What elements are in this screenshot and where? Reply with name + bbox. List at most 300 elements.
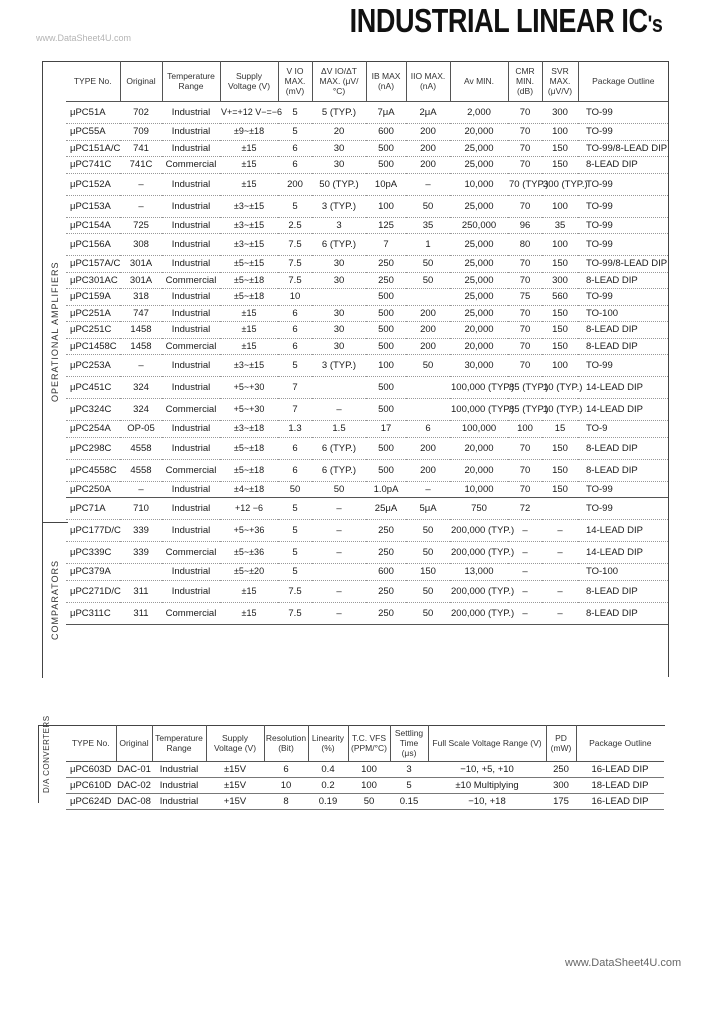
op-amp-cell: 3 (TYP.) [312, 355, 366, 377]
da-header-cell: Supply Voltage (V) [206, 725, 264, 762]
op-amp-cell: 20,000 [450, 459, 508, 481]
op-amp-cell: Industrial [162, 481, 220, 498]
op-amp-cell: 300 [542, 272, 578, 289]
op-amp-cell: 300 [542, 102, 578, 124]
op-amp-cell: 70 (TYP.) [508, 173, 542, 195]
op-amp-cell: +12 −6 [220, 498, 278, 520]
op-amp-cell: 741 [120, 140, 162, 157]
op-amp-cell: 150 [542, 322, 578, 339]
op-amp-cell: TO-99 [578, 498, 668, 520]
op-amp-cell: 339 [120, 520, 162, 542]
op-amp-cell: OP-05 [120, 421, 162, 438]
op-amp-cell: 5 [278, 102, 312, 124]
op-amp-cell: 50 [406, 580, 450, 602]
da-cell: −10, +18 [428, 794, 546, 810]
op-amp-cell: 200,000 (TYP.) [450, 520, 508, 542]
op-amp-cell: 500 [366, 399, 406, 421]
op-amp-cell: ±5~±15 [220, 256, 278, 273]
op-amp-cell: – [312, 580, 366, 602]
op-amp-cell: TO-99 [578, 217, 668, 234]
op-amp-cell: 300 (TYP.) [542, 173, 578, 195]
op-amp-cell: Industrial [162, 195, 220, 217]
op-amp-cell: μPC451C [66, 377, 120, 399]
op-amp-cell: 6 (TYP.) [312, 234, 366, 256]
op-amp-cell: 50 [278, 481, 312, 498]
op-amp-cell: 250 [366, 542, 406, 564]
op-amp-cell: 7.5 [278, 272, 312, 289]
op-amp-cell: 200 [406, 124, 450, 141]
op-amp-row [66, 195, 668, 217]
op-amp-cell: Commercial [162, 272, 220, 289]
op-amp-cell: μPC153A [66, 195, 120, 217]
op-amp-cell: Industrial [162, 305, 220, 322]
da-header-cell: Settling Time (μs) [390, 725, 428, 762]
op-amp-cell: 25μA [366, 498, 406, 520]
op-amp-cell: 10pA [366, 173, 406, 195]
op-amp-cell: 13,000 [450, 564, 508, 581]
op-amp-header-cell: IB MAX (nA) [366, 61, 406, 102]
op-amp-cell: μPC71A [66, 498, 120, 520]
da-cell: 100 [348, 778, 390, 794]
op-amp-cell: 6 [278, 140, 312, 157]
op-amp-cell: – [120, 481, 162, 498]
op-amp-cell: 25,000 [450, 234, 508, 256]
op-amp-cell: Commercial [162, 602, 220, 624]
da-cell: 100 [348, 762, 390, 778]
da-cell: 0.19 [308, 794, 348, 810]
op-amp-table [66, 61, 668, 625]
op-amp-row [66, 437, 668, 459]
page-title-suffix: 's [647, 11, 662, 38]
op-amp-cell: 7 [366, 234, 406, 256]
op-amp-cell: 100 [542, 195, 578, 217]
op-amp-row [66, 322, 668, 339]
op-amp-cell: 200 [406, 437, 450, 459]
da-cell: 18-LEAD DIP [576, 778, 664, 794]
op-amp-cell: 6 [278, 437, 312, 459]
op-amp-cell: 70 [508, 355, 542, 377]
op-amp-cell: μPC379A [66, 564, 120, 581]
op-amp-cell [312, 377, 366, 399]
op-amp-cell: ±5~±18 [220, 289, 278, 306]
op-amp-row [66, 157, 668, 174]
op-amp-cell [120, 564, 162, 581]
op-amp-cell: μPC1458C [66, 338, 120, 355]
da-cell: ±15V [206, 778, 264, 794]
op-amp-cell: 308 [120, 234, 162, 256]
da-cell: ±10 Multiplying [428, 778, 546, 794]
op-amp-cell [406, 377, 450, 399]
op-amp-cell: 100 [542, 124, 578, 141]
op-amp-cell: 30 [312, 140, 366, 157]
op-amp-cell: 100 [542, 355, 578, 377]
da-cell: DAC-01 [116, 762, 152, 778]
op-amp-cell: 100,000 (TYP.) [450, 377, 508, 399]
op-amp-cell: Industrial [162, 256, 220, 273]
op-amp-cell: 10,000 [450, 481, 508, 498]
da-header-cell: Resolution (Bit) [264, 725, 308, 762]
op-amp-cell: Industrial [162, 421, 220, 438]
op-amp-cell: 500 [366, 322, 406, 339]
da-cell: 6 [264, 762, 308, 778]
op-amp-cell: – [406, 173, 450, 195]
op-amp-cell: ±15 [220, 140, 278, 157]
op-amp-cell: 5 (TYP.) [312, 102, 366, 124]
da-cell: Industrial [152, 778, 206, 794]
op-amp-cell: 311 [120, 602, 162, 624]
op-amp-cell: 1 [406, 234, 450, 256]
op-amp-cell: 7.5 [278, 602, 312, 624]
op-amp-cell: 150 [542, 157, 578, 174]
da-row [66, 794, 664, 810]
op-amp-cell: 14-LEAD DIP [578, 542, 668, 564]
op-amp-cell: 1.5 [312, 421, 366, 438]
op-amp-cell: 5 [278, 542, 312, 564]
comparators-group-label: COMPARATORS [50, 559, 60, 640]
op-amp-cell: 14-LEAD DIP [578, 399, 668, 421]
op-amp-row [66, 399, 668, 421]
op-amp-cell: 5 [278, 355, 312, 377]
op-amp-cell: 200 [406, 305, 450, 322]
op-amp-cell: 250 [366, 602, 406, 624]
op-amp-cell: 600 [366, 564, 406, 581]
da-cell: μPC624D [66, 794, 116, 810]
op-amp-header-cell: Supply Voltage (V) [220, 61, 278, 102]
op-amp-cell: ±3~±15 [220, 234, 278, 256]
op-amp-cell: 100 [508, 421, 542, 438]
op-amp-cell: 6 [278, 305, 312, 322]
op-amp-cell: 70 [508, 459, 542, 481]
op-amp-header-cell: CMR MIN. (dB) [508, 61, 542, 102]
op-amp-cell: 70 [508, 195, 542, 217]
op-amp-cell: ±5~±18 [220, 272, 278, 289]
op-amp-cell: 709 [120, 124, 162, 141]
da-cell: 16-LEAD DIP [576, 762, 664, 778]
op-amp-cell: – [508, 602, 542, 624]
op-amp-cell: – [508, 520, 542, 542]
op-amp-cell: 200,000 (TYP.) [450, 542, 508, 564]
op-amp-cell: 85 (TYP.) [508, 399, 542, 421]
op-amp-cell: 4558 [120, 459, 162, 481]
op-amp-cell: Commercial [162, 338, 220, 355]
op-amp-cell: 20,000 [450, 124, 508, 141]
op-amp-cell: ±15 [220, 305, 278, 322]
op-amp-cell: 96 [508, 217, 542, 234]
op-amp-table-right-border [668, 61, 669, 677]
da-header-cell: Full Scale Voltage Range (V) [428, 725, 546, 762]
da-cell: DAC-08 [116, 794, 152, 810]
op-amp-cell: – [120, 355, 162, 377]
op-amp-cell: 20 [312, 124, 366, 141]
op-amp-cell: 30 [312, 256, 366, 273]
op-amp-cell: Industrial [162, 124, 220, 141]
op-amp-cell: ±3~±15 [220, 195, 278, 217]
op-amp-cell: Industrial [162, 102, 220, 124]
op-amp-cell: – [508, 580, 542, 602]
op-amp-cell: 8-LEAD DIP [578, 272, 668, 289]
op-amp-cell: 200 [406, 322, 450, 339]
op-amp-header-cell: IIO MAX. (nA) [406, 61, 450, 102]
op-amp-cell: 70 [508, 437, 542, 459]
op-amp-cell: – [542, 520, 578, 542]
op-amp-cell: 70 [508, 157, 542, 174]
op-amp-row [66, 459, 668, 481]
op-amp-cell: 70 [508, 322, 542, 339]
op-amp-cell: 6 [278, 322, 312, 339]
op-amp-cell: TO-99 [578, 234, 668, 256]
op-amp-cell: 30 [312, 272, 366, 289]
op-amp-cell: 741C [120, 157, 162, 174]
da-cell: 10 [264, 778, 308, 794]
da-header-cell: TYPE No. [66, 725, 116, 762]
op-amp-cell: 50 [312, 481, 366, 498]
op-amp-cell: ±15 [220, 602, 278, 624]
op-amp-cell: Industrial [162, 377, 220, 399]
op-amp-cell: TO-99 [578, 481, 668, 498]
op-amp-cell: 70 [508, 124, 542, 141]
op-amp-cell: 8-LEAD DIP [578, 437, 668, 459]
op-amp-cell: 70 [508, 256, 542, 273]
op-amp-cell: 10 (TYP.) [542, 399, 578, 421]
da-group-label: D/A CONVERTERS [42, 715, 51, 793]
op-amp-cell: Industrial [162, 289, 220, 306]
op-amp-cell: μPC741C [66, 157, 120, 174]
op-amp-cell: 70 [508, 481, 542, 498]
op-amp-cell: +5~+30 [220, 377, 278, 399]
op-amp-cell: 100 [542, 234, 578, 256]
op-amp-row [66, 124, 668, 141]
op-amp-cell: μPC298C [66, 437, 120, 459]
op-amp-cell: 35 [406, 217, 450, 234]
op-amp-cell: 200 [406, 338, 450, 355]
op-amp-cell: 30 [312, 338, 366, 355]
op-amp-cell: – [312, 542, 366, 564]
da-header-cell: PD (mW) [546, 725, 576, 762]
da-cell: 175 [546, 794, 576, 810]
da-cell: μPC610D [66, 778, 116, 794]
op-amp-cell: 702 [120, 102, 162, 124]
op-amp-cell: 7μA [366, 102, 406, 124]
op-amp-cell: μPC311C [66, 602, 120, 624]
op-amp-cell: 150 [542, 338, 578, 355]
op-amp-cell: 7.5 [278, 234, 312, 256]
op-amp-cell: 500 [366, 305, 406, 322]
op-amp-cell: Industrial [162, 234, 220, 256]
op-amp-cell: 80 [508, 234, 542, 256]
op-amp-header-cell: V IO MAX. (mV) [278, 61, 312, 102]
op-amp-cell: 25,000 [450, 305, 508, 322]
op-amp-cell: 150 [542, 459, 578, 481]
op-amp-cell: 14-LEAD DIP [578, 520, 668, 542]
da-row [66, 762, 664, 778]
op-amp-row [66, 602, 668, 624]
op-amp-cell: 70 [508, 140, 542, 157]
op-amp-cell: TO-99 [578, 289, 668, 306]
op-amp-cell: 8-LEAD DIP [578, 157, 668, 174]
op-amp-cell: 200 [406, 157, 450, 174]
op-amp-cell: ±5~±36 [220, 542, 278, 564]
da-cell: μPC603D [66, 762, 116, 778]
da-cell: 3 [390, 762, 428, 778]
op-amp-cell: 70 [508, 272, 542, 289]
op-amp-cell: 200 [406, 459, 450, 481]
op-amp-row [66, 234, 668, 256]
op-amp-cell: 70 [508, 102, 542, 124]
op-amp-cell: 50 [406, 195, 450, 217]
op-amp-cell: – [542, 602, 578, 624]
da-cell: 0.2 [308, 778, 348, 794]
op-amp-cell: μPC152A [66, 173, 120, 195]
op-amp-cell: Industrial [162, 580, 220, 602]
op-amp-cell: 1.0pA [366, 481, 406, 498]
op-amp-cell: 35 [542, 217, 578, 234]
op-amp-cell: 150 [542, 481, 578, 498]
op-amp-cell: 14-LEAD DIP [578, 377, 668, 399]
op-amp-cell: V+=+12 V−=−6 [220, 102, 278, 124]
op-amp-cell: 301A [120, 256, 162, 273]
op-amp-header-cell: Av MIN. [450, 61, 508, 102]
op-amp-cell: Industrial [162, 355, 220, 377]
op-amp-row [66, 542, 668, 564]
op-amp-cell: 50 [406, 602, 450, 624]
op-amp-cell: 6 [278, 459, 312, 481]
op-amp-cell: Industrial [162, 437, 220, 459]
op-amp-cell: – [312, 498, 366, 520]
op-amp-cell: 200 [406, 140, 450, 157]
op-amp-row [66, 421, 668, 438]
op-amp-cell: TO-100 [578, 305, 668, 322]
op-amp-cell: ±15 [220, 322, 278, 339]
da-cell: 0.15 [390, 794, 428, 810]
op-amp-cell: 100,000 (TYP.) [450, 399, 508, 421]
op-amp-cell: TO-99 [578, 173, 668, 195]
op-amp-cell: 30 [312, 305, 366, 322]
op-amp-cell [312, 564, 366, 581]
op-amp-cell: μPC55A [66, 124, 120, 141]
op-amp-cell: 8-LEAD DIP [578, 338, 668, 355]
da-header-cell: Linearity (%) [308, 725, 348, 762]
op-amp-cell: – [406, 481, 450, 498]
da-table [66, 725, 664, 810]
op-amp-cell: 1.3 [278, 421, 312, 438]
op-amp-cell: – [312, 602, 366, 624]
op-amp-cell: – [120, 195, 162, 217]
op-amp-cell: 560 [542, 289, 578, 306]
op-amp-cell: 8-LEAD DIP [578, 322, 668, 339]
page-title [349, 2, 662, 40]
op-amp-cell: 1458 [120, 322, 162, 339]
op-amp-cell: TO-99 [578, 124, 668, 141]
op-amp-row [66, 498, 668, 520]
op-amp-cell: TO-99 [578, 355, 668, 377]
op-amp-cell: 50 [406, 542, 450, 564]
op-amp-header-cell: Package Outline [578, 61, 668, 102]
op-amp-cell: μPC4558C [66, 459, 120, 481]
op-amp-cell: TO-100 [578, 564, 668, 581]
op-amp-cell: 500 [366, 289, 406, 306]
op-amp-cell: ±5~±18 [220, 437, 278, 459]
op-amp-cell: μPC157A/C [66, 256, 120, 273]
op-amp-cell: 30 [312, 157, 366, 174]
op-amp-cell: 50 [406, 256, 450, 273]
op-amp-cell: Industrial [162, 322, 220, 339]
op-amp-cell [312, 289, 366, 306]
da-cell: 16-LEAD DIP [576, 794, 664, 810]
op-amp-cell: 6 [278, 157, 312, 174]
op-amp-cell: 500 [366, 459, 406, 481]
op-amp-cell: ±3~±15 [220, 355, 278, 377]
op-amp-cell: 72 [508, 498, 542, 520]
op-amp-cell: 25,000 [450, 272, 508, 289]
op-amp-cell: Industrial [162, 140, 220, 157]
da-header-cell: T.C. VFS (PPM/°C) [348, 725, 390, 762]
op-amp-cell: 85 (TYP.) [508, 377, 542, 399]
op-amp-cell: 725 [120, 217, 162, 234]
op-amp-row [66, 217, 668, 234]
op-amp-cell: +5~+36 [220, 520, 278, 542]
op-amp-cell: ±3~±18 [220, 421, 278, 438]
op-amp-cell [542, 564, 578, 581]
op-amp-cell: 500 [366, 437, 406, 459]
op-amp-cell: 125 [366, 217, 406, 234]
op-amp-cell: 25,000 [450, 195, 508, 217]
op-amp-cell: +5~+30 [220, 399, 278, 421]
op-amp-row [66, 102, 668, 124]
da-cell: 5 [390, 778, 428, 794]
op-amp-cell: μPC254A [66, 421, 120, 438]
op-amp-cell: 5μA [406, 498, 450, 520]
op-amp-cell: μPC324C [66, 399, 120, 421]
da-header-cell: Original [116, 725, 152, 762]
op-amp-cell: μPC159A [66, 289, 120, 306]
op-amp-cell: 50 [406, 355, 450, 377]
op-amp-header-row [66, 61, 668, 102]
op-amp-cell: 30,000 [450, 355, 508, 377]
op-amp-cell: – [508, 542, 542, 564]
op-amp-cell: 301A [120, 272, 162, 289]
da-cell: DAC-02 [116, 778, 152, 794]
op-amp-cell: 600 [366, 124, 406, 141]
op-amp-cell: μPC154A [66, 217, 120, 234]
op-amp-cell: 500 [366, 377, 406, 399]
op-amp-cell: 339 [120, 542, 162, 564]
op-amp-row [66, 256, 668, 273]
op-amp-cell: μPC251A [66, 305, 120, 322]
op-amp-cell: 5 [278, 564, 312, 581]
op-amp-cell: ±9~±18 [220, 124, 278, 141]
op-amp-cell: 10,000 [450, 173, 508, 195]
op-amp-cell: 250 [366, 580, 406, 602]
op-amp-cell: – [120, 173, 162, 195]
op-amp-cell: 324 [120, 377, 162, 399]
op-amp-row [66, 338, 668, 355]
op-amp-cell: ±15 [220, 338, 278, 355]
da-cell: +15V [206, 794, 264, 810]
op-amp-row [66, 289, 668, 306]
op-amp-cell: 150 [406, 564, 450, 581]
op-amp-cell: 2,000 [450, 102, 508, 124]
da-row [66, 778, 664, 794]
op-amp-cell: 6 [278, 338, 312, 355]
op-amp-cell: μPC177D/C [66, 520, 120, 542]
op-amp-cell [542, 498, 578, 520]
op-amp-cell: 750 [450, 498, 508, 520]
op-amp-cell: 20,000 [450, 437, 508, 459]
op-amp-cell: 500 [366, 338, 406, 355]
op-amp-cell: 8-LEAD DIP [578, 459, 668, 481]
op-amp-cell: 150 [542, 256, 578, 273]
op-amp-cell: 150 [542, 305, 578, 322]
